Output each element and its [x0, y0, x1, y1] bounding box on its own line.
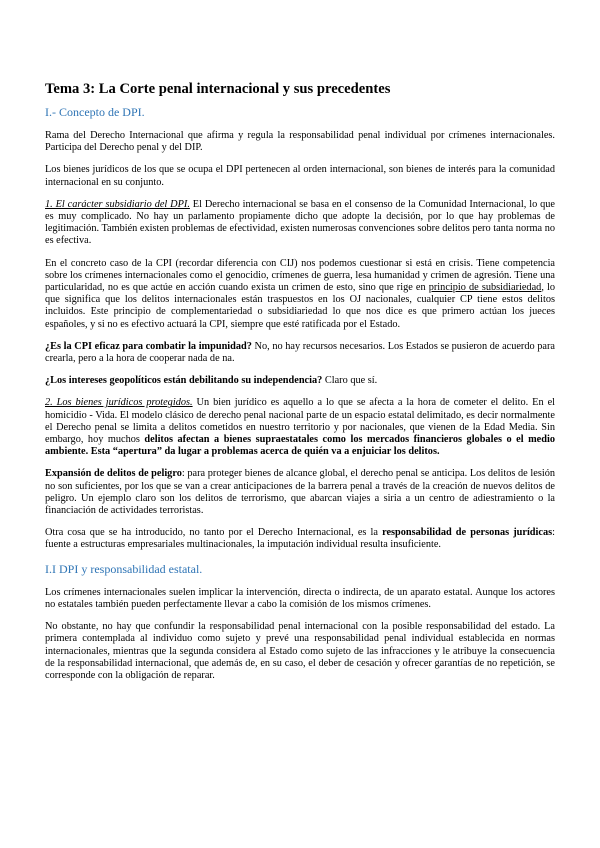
paragraph-text: : para proteger bienes de alcance global, el derecho penal se anticipa. Los delitos de lesión no son suficientes, por los que se van a crear anticipaciones de la barrera penal a través de la creación de nuevos delitos de peligro. Un ejemplo claro son los delitos de terrorismo, que abarcan viajes a siria a un centro de adiestramiento o la financiación de actividades terroristas.	[45, 468, 555, 517]
paragraph-text: : fuente a estructuras empresariales multinacionales, la imputación individual resulta insuficiente.	[45, 527, 555, 551]
section-heading-responsabilidad-estatal: I.I DPI y responsabilidad estatal.	[45, 561, 203, 576]
term-responsabilidad-personas-juridicas: responsabilidad de personas jurídicas	[382, 527, 553, 539]
section-heading-concepto: I.- Concepto de DPI.	[45, 105, 145, 119]
paragraph-text: Un bien jurídico es aquello a lo que se afecta a la hora de cometer el delito. En el homicidio - Vida. El modelo clásico de derecho penal nacional parte de un espacio estatal delimitado, es decir normalmente el Derecho penal se limita a delitos cometidos en nuestro territorio y por nacionales, que vienen de la Edad Media. Sin embargo, hoy muchos	[45, 397, 555, 446]
paragraph-text: Otra cosa que se ha introducido, no tanto por el Derecho Internacional, es la	[45, 527, 383, 539]
paragraph-text: En el concreto caso de la CPI (recordar diferencia con CIJ) nos podemos cuestionar si está en crisis. Tiene competencia sobre los crímenes internacionales como el genocidio, crímenes de guerra, lesa humanidad y crimen de agresión. Tiene una particularidad, no es que actúe en acción cuando exista un crimen de esto, sino que rige en	[45, 257, 555, 294]
paragraph-text: El Derecho internacional se basa en el consenso de la Comunidad Internacional, lo que es muy complicado. No hay un parlamento propiamente dicho que adopte la decisión, por lo que hay problemas de legitimación. También existen problemas de efectividad, existen numerosas convenciones sobre delitos pero tanta norma no es efectiva.	[45, 198, 555, 247]
paragraph-caracter-subsidiario	[45, 199, 555, 248]
paragraph-definition: Rama del Derecho Internacional que afirma y regula la responsabilidad penal individual por crímenes internacionales. Participa del Derecho penal y del DIP.	[45, 130, 555, 154]
page-title: Tema 3: La Corte penal internacional y sus precedentes	[45, 81, 391, 97]
paragraph-bienes: Los bienes jurídicos de los que se ocupa el DPI pertenecen al orden internacional, son bienes de interés para la comunidad internacional en su conjunto.	[45, 164, 555, 188]
bold-text: delitos afectan a bienes supraestatales como los mercados financieros globales o el medio ambiente. Esta “apertura” da lugar a problemas acerca de quién va a enjuiciar los delitos.	[45, 434, 555, 458]
question-intereses: ¿Los intereses geopolíticos están debilitando su independencia?	[45, 375, 323, 387]
paragraph-bienes-protegidos	[45, 397, 555, 458]
subheading-caracter-subsidiario: 1. El carácter subsidiario del DPI.	[45, 198, 190, 210]
paragraph-aparato-estatal: Los crímenes internacionales suelen implicar la intervención, directa o indirecta, de un aparato estatal. Aunque los actores no estatales también pueden perfectamente llevar a cabo la comisión de los mismos crímenes.	[45, 586, 555, 610]
question-eficacia: ¿Es la CPI eficaz para combatir la impunidad?	[45, 340, 252, 352]
paragraph-text: Claro que sí.	[322, 375, 378, 387]
paragraph-cpi	[45, 258, 555, 331]
paragraph-delitos-peligro	[45, 468, 555, 517]
term-delitos-peligro: Expansión de delitos de peligro	[45, 468, 182, 480]
paragraph-personas-juridicas	[45, 527, 555, 551]
subheading-bienes-protegidos: 2. Los bienes jurídicos protegidos.	[45, 397, 193, 409]
paragraph-question-intereses	[45, 375, 555, 387]
paragraph-text: No, no hay recursos necesarios. Los Estados se pusieron de acuerdo para crearla, pero a la hora de cooperar nada de na.	[45, 340, 555, 365]
term-principio-subsidiariedad: principio de subsidiariedad	[428, 282, 542, 294]
paragraph-question-eficacia	[45, 341, 555, 365]
paragraph-no-confundir: No obstante, no hay que confundir la responsabilidad penal internacional con la posible responsabilidad del estado. La primera contemplada al individuo como sujeto y prevé una responsabilidad penal individual establecida en normas internacionales, mientras que la segunda considera al Estado como sujeto de las infracciones y le atribuye la consecuencia de la responsabilidad internacional, que además de, en su caso, el deber de cesación y ofrecer garantías de no repetición, se corresponde con la obligación de reparar.	[45, 621, 555, 681]
paragraph-text: , lo que significa que los delitos internacionales están traspuestos en los OJ nacionales, cualquier CP tiene estos delitos incluidos. Este principio de complementariedad o subsidiariedad lo que nos dice es que primero actúan los jueces españoles, y si no es efectivo actuará la CPI, siempre que esté ratificada por el Estado.	[45, 282, 555, 330]
